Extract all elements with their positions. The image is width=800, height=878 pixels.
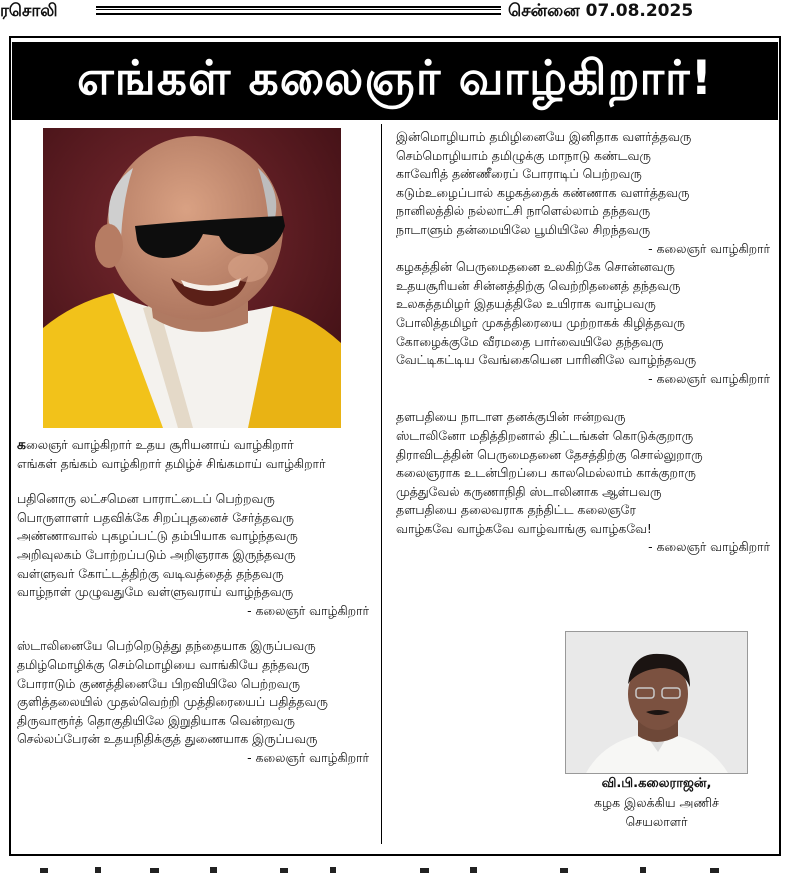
right-column [396,128,770,557]
kalaignar-photo [43,128,341,428]
verse-line: ஸ்டாலினோ மதித்திறனால் திட்டங்கள் கொடுக்குறாரு [396,427,694,443]
intro-line-2: எங்கள் தங்கம் வாழ்கிறார் தமிழ்ச் சிங்கமாய் வாழ்கிறார் [17,455,326,471]
dateline: சென்னை 07.08.2025 [508,1,694,21]
verse-line: அண்ணாவால் புகழப்பட்டு தம்பியாக வாழ்ந்தவரு [17,528,298,544]
verse-line: பொருளாளர் பதவிக்கே சிறப்புதனைச் சேர்த்தவரு [17,509,294,525]
verse-line: தமிழ்மொழிக்கு செம்மொழியை வாங்கியே தந்தவரு [17,656,310,672]
verse-line: உலகத்தமிழர் இதயத்திலே உயிராக வாழ்பவரு [396,296,656,312]
author-caption [565,774,748,831]
verse-line: செம்மொழியாம் தமிழுக்கு மாநாடு கண்டவரு [396,147,651,163]
left-column [17,436,369,768]
verse-line: போலித்தமிழர் முகத்திரையை முற்றாகக் கிழித்தவரு [396,314,685,330]
refrain: - கலைஞர் வாழ்கிறார் [648,539,770,555]
author-photo [565,631,748,774]
verse-line: பதினொரு லட்சமென பாராட்டைப் பெற்றவரு [17,491,275,507]
verse-line: முத்துவேல் கருணாநிதி ஸ்டாலினாக ஆள்பவரு [396,483,662,499]
masthead-strip [0,0,800,26]
dropcap: க [17,437,26,453]
verse-line: காவேரித் தண்ணீரைப் போராடிப் பெற்றவரு [396,166,642,182]
verse-line: திராவிடத்தின் பெருமைதனை தேசத்திற்கு சொல்லுறாரு [396,446,703,462]
verse-line: குளித்தலையில் முதல்வெற்றி முத்திரையைப் பதித்தவரு [17,694,328,710]
verse-line: அறிவுலகம் போற்றப்படும் அறிஞராக இருந்தவரு [17,546,296,562]
verse-line: தளபதியை தலைவராக தந்திட்ட கலைஞரே [396,502,636,518]
verse-line: இன்மொழியாம் தமிழினையே இனிதாக வளர்த்தவரு [396,129,692,144]
verse-line: போராடும் குணத்தினையே பிறவியிலே பெற்றவரு [17,675,301,691]
verse-line: கடும்உழைப்பால் கழகத்தைக் கண்ணாக வளர்த்தவரு [396,184,690,200]
verse-line: நாடாளும் தன்மையிலே பூமியிலே சிறந்தவரு [396,221,651,237]
intro-line-1 [17,436,369,455]
author-name: வி.பி.கலைராஜன், [601,776,712,791]
verse-line: கோழைக்குமே வீரமதை பார்வையிலே தந்தவரு [396,333,664,349]
verse-line: வள்ளுவர் கோட்டத்திற்கு வடிவத்தைத் தந்தவரு [17,565,284,581]
verse-line: செல்லப்பேரன் உதயநிதிக்குத் துணையாக இருப்பவரு [17,731,318,747]
verse-line: கலைஞராக உடன்பிறப்பை காலமெல்லாம் காக்குறாரு [396,465,696,481]
author-role: கழக இலக்கிய அணிச் [594,795,719,810]
headline: எங்கள் கலைஞர் வாழ்கிறார்! [76,50,714,106]
refrain: - கலைஞர் வாழ்கிறார் [247,602,369,618]
verse-line: வாழ்நாள் முழுவதுமே வள்ளுவராய் வாழ்ந்தவரு [17,584,294,600]
author-role: செயலாளர் [625,814,688,829]
verse-line: வேட்டிகட்டிய வேங்கையென பாரினிலே வாழ்ந்தவரு [396,352,697,368]
portrait-illustration [43,128,341,428]
refrain: - கலைஞர் வாழ்கிறார் [247,749,369,765]
masthead-rule [96,6,501,15]
verse-line: தளபதியை நாடாள தனக்குபின் ஈன்றவரு [396,409,626,425]
verse-line: உதயசூரியன் சின்னத்திற்கு வெற்றிதனைத் தந்தவரு [396,277,681,293]
verse-line: நானிலத்தில் நல்லாட்சி நாளெல்லாம் தந்தவரு [396,203,651,219]
bottom-cut-text-strip [0,859,800,869]
author-portrait-illustration [566,632,747,773]
refrain: - கலைஞர் வாழ்கிறார் [648,370,770,386]
column-divider [381,124,382,844]
intro-line-1-text: லைஞர் வாழ்கிறார் உதய சூரியனாய் வாழ்கிறார் [25,437,294,452]
refrain: - கலைஞர் வாழ்கிறார் [648,240,770,256]
verse-line: கழகத்தின் பெருமைதனை உலகிற்கே சொன்னவரு [396,259,675,275]
verse-line: வாழ்கவே வாழ்கவே வாழ்வாங்கு வாழ்கவே! [396,520,652,536]
publication-name: ரசொலி [0,1,58,21]
headline-banner [12,42,778,120]
verse-line: திருவாரூர்த் தொகுதியிலே இறுதியாக வென்றவரு [17,712,295,728]
verse-line: ஸ்டாலினையே பெற்றெடுத்து தந்தையாக இருப்பவரு [17,638,316,654]
